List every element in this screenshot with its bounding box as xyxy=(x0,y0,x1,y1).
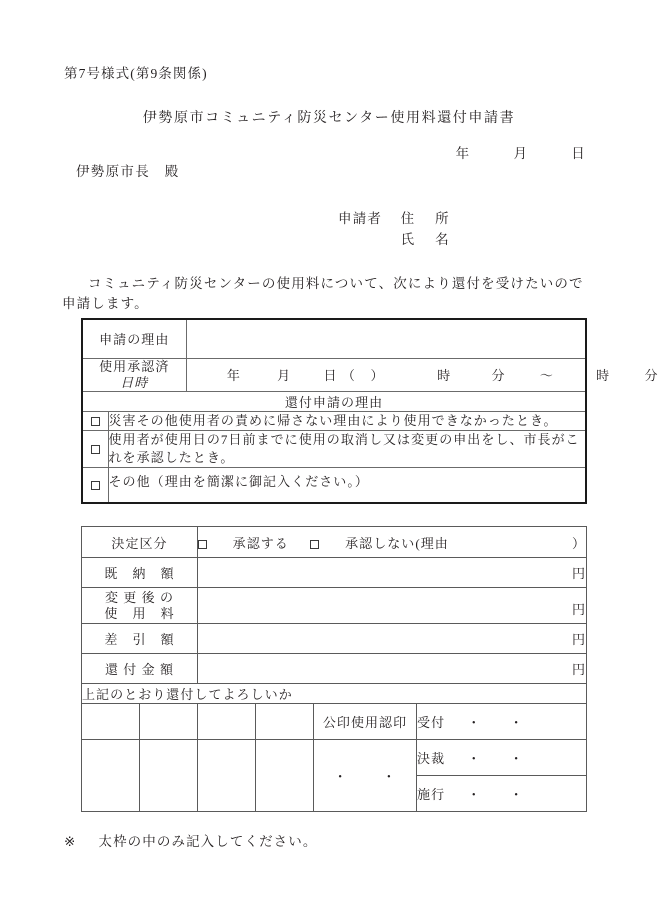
stamp-row-execution[interactable] xyxy=(417,776,587,812)
stamp-execution-label: 施行 xyxy=(417,787,446,802)
reason-3-label: その他（理由を簡潔に御記入ください。） xyxy=(108,467,586,503)
applicant-entry-table xyxy=(81,318,659,504)
approved-datetime-input[interactable]: 年 月 日 （ ） 時 分 〜 時 分 xyxy=(186,358,586,391)
seal-use-label: 公印使用認印 xyxy=(314,704,417,740)
signature-cell-8[interactable] xyxy=(256,740,314,812)
name-label-2: 名 xyxy=(435,232,450,247)
refund-amount-unit: 円 xyxy=(571,662,586,677)
address-label-1: 住 xyxy=(400,211,416,226)
stamp-row-decision[interactable] xyxy=(417,740,587,776)
reason-1-checkbox[interactable] xyxy=(82,411,108,430)
checkbox-icon xyxy=(91,417,100,426)
footnote xyxy=(64,830,317,850)
address-label-2: 所 xyxy=(435,211,450,226)
confirm-question: 上記のとおり還付してよろしいか xyxy=(82,684,587,704)
form-number: 第7号様式(第9条関係) xyxy=(64,66,208,81)
table-row-confirm xyxy=(82,684,587,704)
signature-cell-1[interactable] xyxy=(82,704,140,740)
amount-difference-label: 差 引 額 xyxy=(82,624,198,654)
stamp-execution-dot-2: ・ xyxy=(509,787,524,802)
stamp-reception-label: 受付 xyxy=(417,715,446,730)
stamp-reception-dot-2: ・ xyxy=(509,715,524,730)
seal-use-stamp-area[interactable] xyxy=(314,740,417,812)
stamp-row-reception[interactable] xyxy=(417,704,587,740)
signature-cell-6[interactable] xyxy=(140,740,198,812)
decision-options[interactable] xyxy=(198,527,587,558)
table-row-signatures-top xyxy=(82,704,587,740)
refund-amount-input[interactable] xyxy=(198,654,587,684)
signature-cell-7[interactable] xyxy=(198,740,256,812)
table-row-reason-1 xyxy=(82,411,586,430)
date-line xyxy=(456,142,586,162)
table-row-amount-paid xyxy=(82,558,587,588)
decision-label: 決定区分 xyxy=(82,527,198,558)
table-row-decision xyxy=(82,527,587,558)
table-row-refund-reason-header xyxy=(82,391,586,411)
seal-dot-1: ・ xyxy=(333,769,348,784)
stamp-reception-dot-1: ・ xyxy=(467,715,482,730)
reason-2-checkbox[interactable] xyxy=(82,430,108,467)
name-label-1: 氏 xyxy=(400,232,416,247)
page-title: 伊勢原市コミュニティ防災センター使用料還付申請書 xyxy=(142,111,516,126)
addressee: 伊勢原市長 殿 xyxy=(76,164,180,179)
amount-difference-input[interactable] xyxy=(198,624,587,654)
reason-2-label: 使用者が使用日の7日前までに使用の取消し又は変更の申出をし、市長がこれを承認したとき。 xyxy=(108,430,586,467)
table-row-amount-after-change xyxy=(82,588,587,624)
footnote-text: 太枠の中のみ記入してください。 xyxy=(98,834,318,849)
stamp-execution-dot-1: ・ xyxy=(467,787,482,802)
signature-cell-3[interactable] xyxy=(198,704,256,740)
applicant-address-row xyxy=(338,208,450,229)
stamp-decision-label: 決裁 xyxy=(417,751,446,766)
checkbox-icon xyxy=(91,481,100,490)
amount-paid-label: 既 納 額 xyxy=(82,558,198,588)
amount-paid-unit: 円 xyxy=(571,566,586,581)
amount-after-change-unit: 円 xyxy=(571,602,586,617)
paren-open: （ xyxy=(341,368,356,383)
application-reason-label: 申請の理由 xyxy=(82,319,186,358)
checkbox-icon-deny[interactable] xyxy=(310,540,319,549)
reason-1-label: 災害その他使用者の責めに帰さない理由により使用できなかったとき。 xyxy=(108,411,586,430)
stamp-decision-dot-2: ・ xyxy=(509,751,524,766)
applicant-name-row xyxy=(338,229,450,250)
paren-close: ） xyxy=(370,368,385,383)
stamp-decision-dot-1: ・ xyxy=(467,751,482,766)
body-paragraph: コミュニティ防災センターの使用料について、次により還付を受けたいので申請します。 xyxy=(62,276,584,311)
table-row-refund-amount xyxy=(82,654,587,684)
applicant-block xyxy=(338,208,450,250)
date-year-label: 年 xyxy=(455,146,471,161)
office-decision-table xyxy=(81,526,587,812)
reason-3-checkbox[interactable] xyxy=(82,467,108,503)
date-month-label: 月 xyxy=(513,146,529,161)
amount-paid-input[interactable] xyxy=(198,558,587,588)
application-reason-input[interactable] xyxy=(186,319,586,358)
checkbox-icon-approve[interactable] xyxy=(198,540,207,549)
table-row-signatures-bottom xyxy=(82,740,587,776)
table-row-reason-3 xyxy=(82,467,586,503)
refund-reason-header: 還付申請の理由 xyxy=(82,391,586,411)
decision-deny-label: 承認しない(理由 xyxy=(345,535,449,551)
signature-cell-4[interactable] xyxy=(256,704,314,740)
decision-approve-label: 承認する xyxy=(232,535,289,551)
decision-paren-close: ） xyxy=(571,535,586,551)
approved-datetime-label: 使用承認済 日時 xyxy=(82,358,186,391)
table-row-amount-difference xyxy=(82,624,587,654)
amount-difference-unit: 円 xyxy=(571,632,586,647)
applicant-label: 申請者 xyxy=(338,211,383,226)
signature-cell-5[interactable] xyxy=(82,740,140,812)
seal-dot-2: ・ xyxy=(382,769,397,784)
signature-cell-2[interactable] xyxy=(140,704,198,740)
table-row-application-reason xyxy=(82,319,586,358)
amount-after-change-input[interactable] xyxy=(198,588,587,624)
footnote-mark: ※ xyxy=(64,834,77,849)
date-day-label: 日 xyxy=(571,146,586,161)
table-row-reason-2 xyxy=(82,430,586,467)
refund-amount-label: 還 付 金 額 xyxy=(82,654,198,684)
amount-after-change-label: 変 更 後 の 使 用 料 xyxy=(82,588,198,624)
checkbox-icon xyxy=(91,445,100,454)
table-row-approved-datetime xyxy=(82,358,586,391)
